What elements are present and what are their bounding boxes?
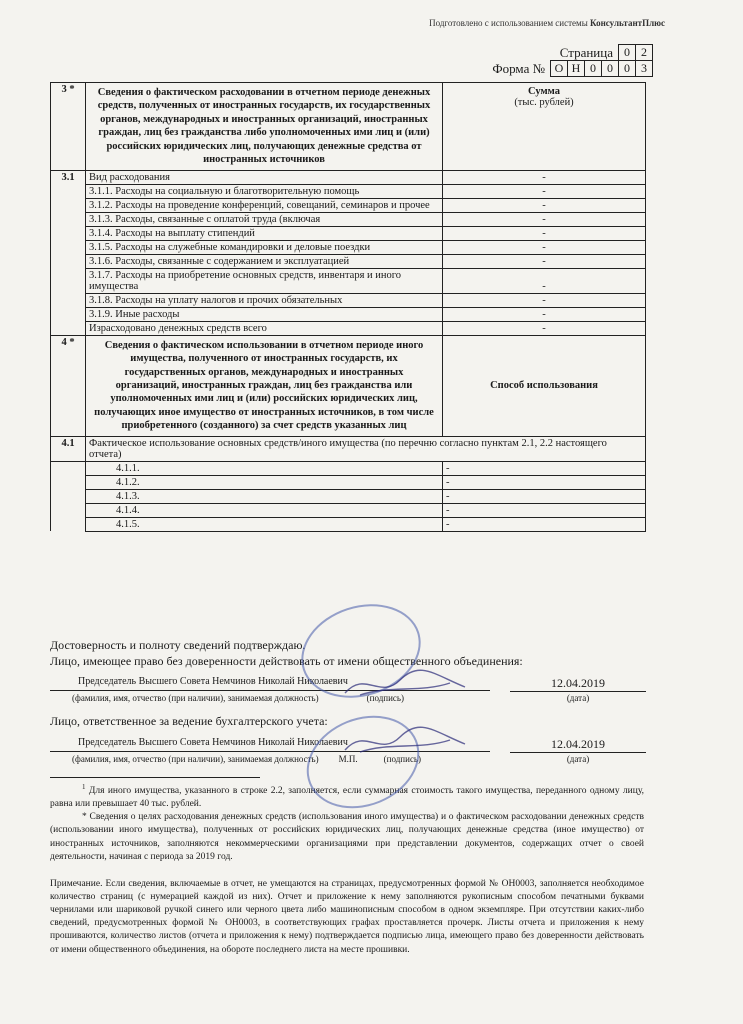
person2-caption-sign: (подпись) (383, 754, 422, 764)
section4-item-value: - (443, 517, 646, 531)
note-text: Примечание. Если сведения, включаемые в отчет, не умещаются на страницах, предусмотренных формой № ОН0003, заполняется необходимое количество страниц (с нумерацией каждой из них). Отчет и приложение к нему заполняются рукописным способом печатными буквами чернилами или шариковой ручкой синего или черного цвета либо машинописным способом в одном экземпляре. При отсутствии каких-либо сведений, предусмотренных формой № ОН0003, в соответствующих графах проставляется прочерк. Листы отчета и приложения к нему прошиваются, количество листов (отчета и приложения к нему) подтверждается подписью лица, имеющего право без доверенности действовать от имени общественного объединения, на обороте последнего листа на месте прошивки. (50, 879, 644, 955)
person1-date: 12.04.2019 (510, 676, 646, 692)
expense-sum-value: - (443, 240, 646, 254)
expense-sum-value: - (443, 170, 646, 184)
page-digit: 2 (635, 44, 653, 61)
header-note-brand: КонсультантПлюс (590, 18, 665, 28)
section4-item-value: - (443, 503, 646, 517)
footnote-1-mark: 1 (82, 783, 86, 791)
section4-row-number: 4.1 (51, 436, 86, 461)
form-digit: 0 (584, 60, 602, 77)
form-digit: 0 (618, 60, 636, 77)
expense-sum-value: - (443, 226, 646, 240)
section4-item-row (51, 503, 646, 517)
page-number-cells (619, 44, 653, 61)
form-digit: 0 (601, 60, 619, 77)
signature-scribble-1 (340, 665, 470, 705)
header-note-prefix: Подготовлено с использованием системы (429, 18, 591, 28)
section4-item-label: 4.1.4. (86, 503, 443, 517)
section4-header-row (51, 335, 646, 436)
section4-item-row (51, 517, 646, 531)
section4-item-label: 4.1.5. (86, 517, 443, 531)
section3-number: 3 * (51, 83, 86, 171)
section4-item-spacer (51, 489, 86, 503)
expense-type-label: 3.1.9. Иные расходы (86, 307, 443, 321)
section3-header-row (51, 83, 646, 171)
expense-sum-value: - (443, 254, 646, 268)
expense-type-label: Вид расходования (86, 170, 443, 184)
expense-type-label: 3.1.7. Расходы на приобретение основных средств, инвентаря и иного имущества (86, 268, 443, 293)
section3-row-number: 3.1 (51, 170, 86, 335)
expense-type-label: 3.1.6. Расходы, связанные с содержанием и эксплуатацией (86, 254, 443, 268)
person1-caption-sign: (подпись) (366, 693, 405, 703)
section4-item-value: - (443, 489, 646, 503)
section3-title: Сведения о фактическом расходовании в отчетном периоде денежных средств, полученных от иностранных государств, их государственных органов, международных и иностранных организаций, иностранных граждан, лиц без гражданства либо уполномоченных ими лиц и (или) российских юридических лиц, получающих денежные средства от иностранных источников (86, 83, 443, 171)
section4-item-row (51, 489, 646, 503)
expense-sum-value: - (443, 293, 646, 307)
section4-item-spacer (51, 517, 86, 531)
form-digit: О (550, 60, 568, 77)
form-number-cells (551, 60, 653, 77)
person1-name: Председатель Высшего Совета Немчинов Николай Николаевич (50, 676, 490, 691)
section4-number: 4 * (51, 335, 86, 436)
section4-item-spacer (51, 461, 86, 475)
expense-type-label: 3.1.1. Расходы на социальную и благотворительную помощь (86, 184, 443, 198)
section3-row (51, 307, 646, 321)
expense-sum-value: - (443, 198, 646, 212)
expense-type-label: Израсходовано денежных средств всего (86, 321, 443, 335)
section3-row (51, 254, 646, 268)
signature-scribble-2 (340, 722, 470, 762)
expense-type-label: 3.1.5. Расходы на служебные командировки и деловые поездки (86, 240, 443, 254)
section4-item-value: - (443, 475, 646, 489)
expense-type-label: 3.1.2. Расходы на проведение конференций, совещаний, семинаров и прочее (86, 198, 443, 212)
section4-item-label: 4.1.2. (86, 475, 443, 489)
section3-sum-header (443, 83, 646, 171)
section4-item-spacer (51, 475, 86, 489)
page-label: Страница (559, 44, 613, 60)
section4-item-row (51, 461, 646, 475)
expense-sum-value: - (443, 268, 646, 293)
person1-label: Лицо, имеющее право без доверенности действовать от имени общественного объединения: (50, 654, 523, 669)
section4-item-spacer (51, 503, 86, 517)
section4-items (51, 461, 646, 531)
section3-row (51, 184, 646, 198)
form-number-box (492, 60, 653, 77)
person2-caption-left: (фамилия, имя, отчество (при наличии), занимаемая должность) (72, 754, 319, 764)
footnote-rule (50, 777, 260, 778)
section3-row (51, 198, 646, 212)
form-digit: Н (567, 60, 585, 77)
section3-row (51, 321, 646, 335)
expense-sum-value: - (443, 184, 646, 198)
expense-type-label: 3.1.4. Расходы на выплату стипендий (86, 226, 443, 240)
person2-name: Председатель Высшего Совета Немчинов Николай Николаевич (50, 737, 490, 752)
expense-sum-value: - (443, 307, 646, 321)
person1-caption-left: (фамилия, имя, отчество (при наличии), занимаемая должность) (72, 693, 319, 703)
footnote-2: * Сведения о целях расходования денежных средств (использования иного имущества) и о фактическом расходовании денежных средств (использовании иного имущества), полученных от российских юридических лиц, получающих денежные средства (иное имущество) от иностранных источников, заполняются некоммерческими организациями при представлении документов, содержащих отчет о своей деятельности, начиная с периода за 2019 год. (50, 812, 644, 862)
page-number-box (560, 44, 653, 61)
expense-type-label: 3.1.3. Расходы, связанные с оплатой труда (включая (86, 212, 443, 226)
section4-item-label: 4.1.3. (86, 489, 443, 503)
expense-type-label: 3.1.8. Расходы на уплату налогов и прочих обязательных (86, 293, 443, 307)
person2-label: Лицо, ответственное за ведение бухгалтерского учета: (50, 714, 328, 728)
page-digit: 0 (618, 44, 636, 61)
section4-row (51, 436, 646, 461)
confirm-text: Достоверность и полноту сведений подтверждаю. (50, 638, 306, 652)
section4-item-row (51, 475, 646, 489)
section3-row (51, 268, 646, 293)
section3-row (51, 293, 646, 307)
section3-rows (51, 170, 646, 335)
section4-title: Сведения о фактическом использовании в отчетном периоде иного имущества, полученного от иностранных государств, их государственных органов, международных и иностранных организаций, иностранных граждан, лиц без гражданства или уполномоченных ими лиц и (или) российских юридических лиц, получающих иное имущество от иностранных источников, в том числе приобретенного (созданного) за счет средств указанных лиц (86, 335, 443, 436)
section4-row-label: Фактическое использование основных средств/иного имущества (по перечню согласно пунктам 2.1, 2.2 настоящего отчета) (86, 436, 646, 461)
report-table (50, 82, 646, 532)
form-digit: 3 (635, 60, 653, 77)
usage-header: Способ использования (443, 335, 646, 436)
person2-date: 12.04.2019 (510, 737, 646, 753)
sum-unit: (тыс. рублей) (514, 97, 574, 108)
sum-title: Сумма (528, 86, 560, 97)
section3-row (51, 212, 646, 226)
stamp-place-label: М.П. (338, 754, 358, 764)
section3-row (51, 226, 646, 240)
section4-item-value: - (443, 461, 646, 475)
form-label: Форма № (492, 60, 545, 76)
expense-sum-value: - (443, 212, 646, 226)
expense-sum-value: - (443, 321, 646, 335)
header-note (429, 18, 665, 28)
footnote-1-text: Для иного имущества, указанного в строке 2.2, заполняется, если суммарная стоимость такого имущества, переданного одному лицу, равна или превышает 40 тыс. рублей. (50, 786, 645, 810)
section3-row (51, 240, 646, 254)
person1-caption-date: (дата) (566, 693, 590, 703)
note-block (50, 878, 644, 957)
section3-row (51, 170, 646, 184)
section4-item-label: 4.1.1. (86, 461, 443, 475)
person2-caption-date: (дата) (566, 754, 590, 764)
